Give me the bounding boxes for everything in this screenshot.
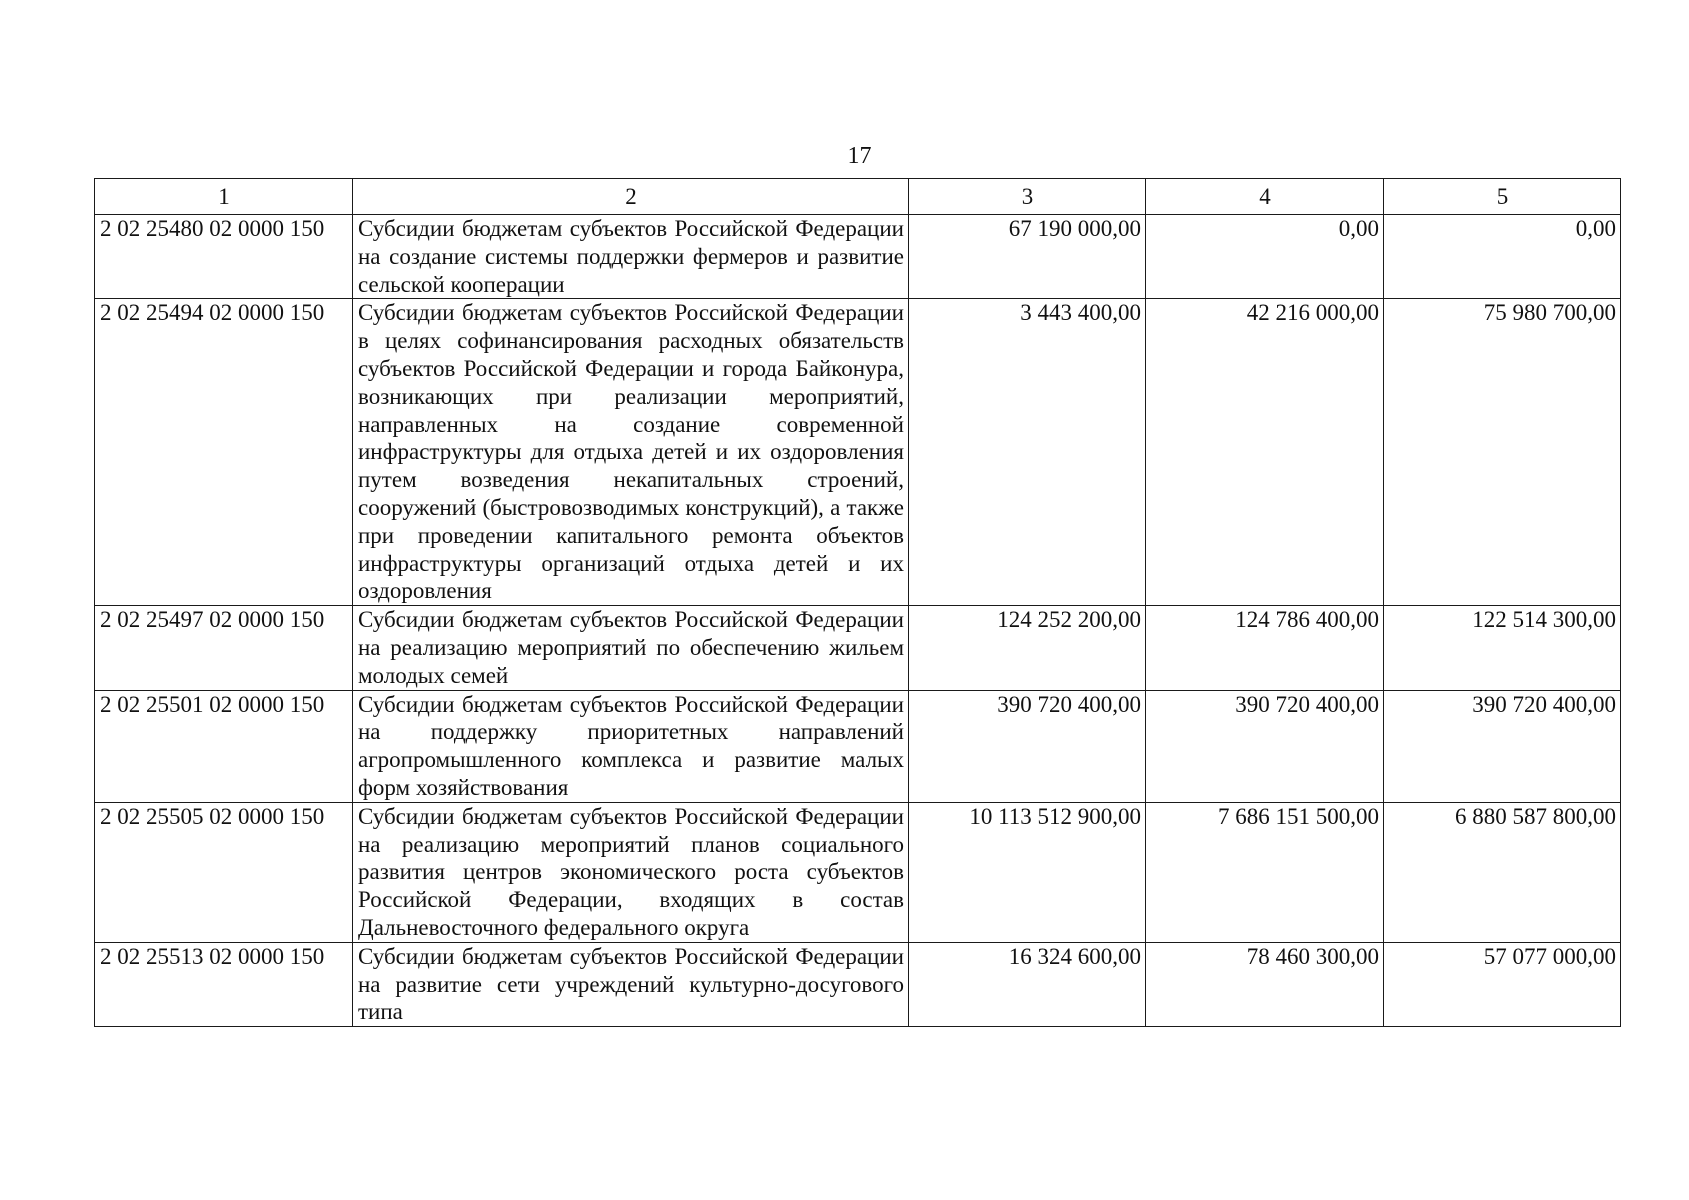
budget-code: 2 02 25480 02 0000 150 bbox=[95, 215, 353, 299]
table-body bbox=[95, 215, 1621, 1027]
amount-col-3: 67 190 000,00 bbox=[909, 215, 1146, 299]
amount-col-5: 122 514 300,00 bbox=[1384, 606, 1621, 690]
budget-code: 2 02 25501 02 0000 150 bbox=[95, 690, 353, 802]
column-header-5: 5 bbox=[1384, 179, 1621, 215]
amount-col-5: 0,00 bbox=[1384, 215, 1621, 299]
table-row bbox=[95, 299, 1621, 606]
table-row bbox=[95, 606, 1621, 690]
amount-col-4: 78 460 300,00 bbox=[1146, 942, 1384, 1026]
amount-col-3: 390 720 400,00 bbox=[909, 690, 1146, 802]
table-row bbox=[95, 942, 1621, 1026]
amount-col-4: 0,00 bbox=[1146, 215, 1384, 299]
table-row bbox=[95, 215, 1621, 299]
amount-col-5: 6 880 587 800,00 bbox=[1384, 802, 1621, 942]
budget-code: 2 02 25513 02 0000 150 bbox=[95, 942, 353, 1026]
table-header bbox=[95, 179, 1621, 215]
table-row bbox=[95, 690, 1621, 802]
budget-code: 2 02 25505 02 0000 150 bbox=[95, 802, 353, 942]
table-row bbox=[95, 802, 1621, 942]
column-header-2: 2 bbox=[353, 179, 909, 215]
amount-col-3: 16 324 600,00 bbox=[909, 942, 1146, 1026]
page-number: 17 bbox=[847, 143, 872, 169]
budget-code: 2 02 25497 02 0000 150 bbox=[95, 606, 353, 690]
budget-table bbox=[94, 178, 1621, 1027]
amount-col-4: 7 686 151 500,00 bbox=[1146, 802, 1384, 942]
amount-col-3: 10 113 512 900,00 bbox=[909, 802, 1146, 942]
budget-code: 2 02 25494 02 0000 150 bbox=[95, 299, 353, 606]
amount-col-4: 42 216 000,00 bbox=[1146, 299, 1384, 606]
column-header-4: 4 bbox=[1146, 179, 1384, 215]
header-row bbox=[95, 179, 1621, 215]
amount-col-5: 75 980 700,00 bbox=[1384, 299, 1621, 606]
column-header-3: 3 bbox=[909, 179, 1146, 215]
column-header-1: 1 bbox=[95, 179, 353, 215]
row-description: Субсидии бюджетам субъектов Российской Федерации на создание системы поддержки фермеров и развитие сельской кооперации bbox=[353, 215, 909, 299]
amount-col-4: 390 720 400,00 bbox=[1146, 690, 1384, 802]
amount-col-3: 124 252 200,00 bbox=[909, 606, 1146, 690]
row-description: Субсидии бюджетам субъектов Российской Федерации на развитие сети учреждений культурно-досугового типа bbox=[353, 942, 909, 1026]
amount-col-5: 57 077 000,00 bbox=[1384, 942, 1621, 1026]
amount-col-4: 124 786 400,00 bbox=[1146, 606, 1384, 690]
row-description: Субсидии бюджетам субъектов Российской Федерации на реализацию мероприятий планов социального развития центров экономического роста субъектов Российской Федерации, входящих в состав Дальневосточного федерального округа bbox=[353, 802, 909, 942]
row-description: Субсидии бюджетам субъектов Российской Федерации в целях софинансирования расходных обязательств субъектов Российской Федерации и города Байконура, возникающих при реализации мероприятий, направленных на создание современной инфраструктуры для отдыха детей и их оздоровления путем возведения некапитальных строений, сооружений (быстровозводимых конструкций), а также при проведении капитального ремонта объектов инфраструктуры организаций отдыха детей и их оздоровления bbox=[353, 299, 909, 606]
row-description: Субсидии бюджетам субъектов Российской Федерации на поддержку приоритетных направлений агропромышленного комплекса и развитие малых форм хозяйствования bbox=[353, 690, 909, 802]
row-description: Субсидии бюджетам субъектов Российской Федерации на реализацию мероприятий по обеспечению жильем молодых семей bbox=[353, 606, 909, 690]
amount-col-5: 390 720 400,00 bbox=[1384, 690, 1621, 802]
amount-col-3: 3 443 400,00 bbox=[909, 299, 1146, 606]
